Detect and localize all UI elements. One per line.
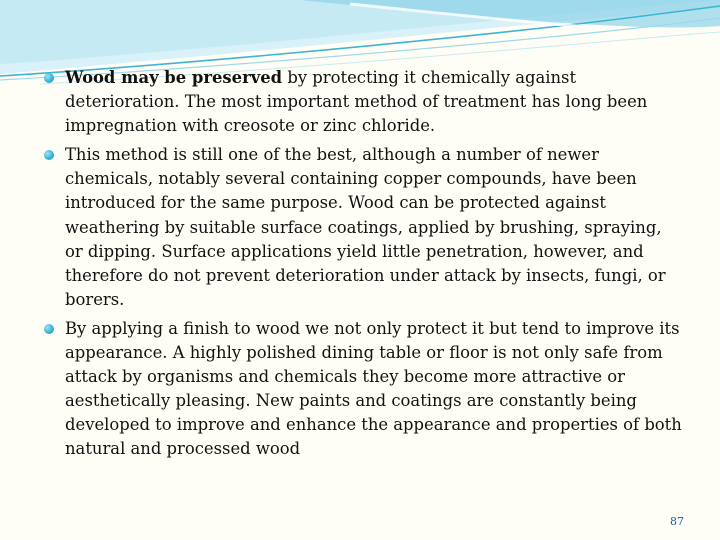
- bullet-item: [44, 317, 684, 462]
- bullet-text: This method is still one of the best, although a number of newer chemicals, notably several containing copper compounds, have been introduced for the same purpose. Wood can be protected against weathering by suitable surface coatings, applied by brushing, spraying, or dipping. Surface applications yield little penetration, however, and therefore do not prevent deterioration under attack by insects, fungi, or borers.: [65, 145, 666, 309]
- bullet-dot-icon: [44, 324, 54, 334]
- bullet-item: [44, 66, 684, 138]
- page-number: 87: [670, 515, 684, 528]
- bullet-bold-text: Wood may be preserved: [65, 68, 283, 87]
- bullet-dot-icon: [44, 73, 54, 83]
- bullet-text: By applying a finish to wood we not only protect it but tend to improve its appearance. A highly polished dining table or floor is not only safe from attack by organisms and chemicals they become more attractive or aesthetically pleasing. New paints and coatings are constantly being developed to improve and enhance the appearance and properties of both natural and processed wood: [65, 318, 682, 459]
- bullet-dot-icon: [44, 150, 54, 160]
- bullet-text: by protecting it chemically against deterioration. The most important method of treatment has long been impregnation with creosote or zinc chloride.: [65, 68, 648, 136]
- slide-content: [44, 66, 684, 467]
- bullet-item: [44, 143, 684, 312]
